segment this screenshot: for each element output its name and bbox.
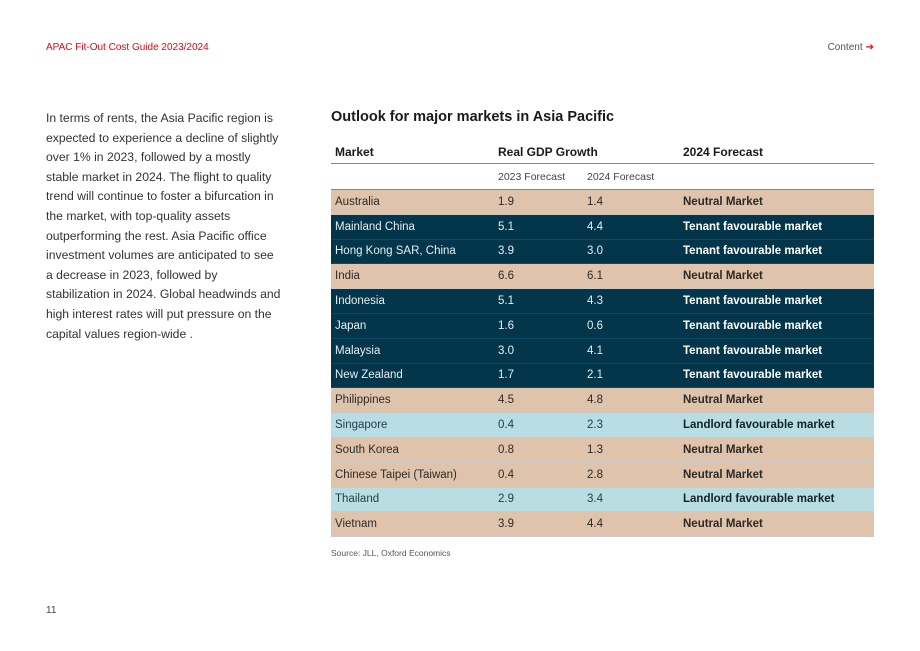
cell-gdp-2024: 3.4 — [587, 493, 603, 506]
cell-gdp-2024: 4.4 — [587, 220, 603, 233]
cell-forecast: Tenant favourable market — [683, 369, 823, 382]
cell-gdp-2024: 2.3 — [587, 419, 603, 432]
table-row — [331, 314, 874, 339]
table-row — [331, 240, 874, 265]
cell-gdp-2024: 4.4 — [587, 518, 603, 531]
cell-forecast: Landlord favourable market — [683, 419, 835, 432]
cell-gdp-2024: 2.8 — [587, 468, 603, 481]
market-outlook-table — [331, 141, 874, 537]
header-gdp: Real GDP Growth — [498, 145, 598, 159]
cell-market: Australia — [335, 195, 380, 208]
cell-market: Hong Kong SAR, China — [335, 245, 456, 258]
cell-market: Chinese Taipei (Taiwan) — [335, 468, 457, 481]
cell-gdp-2024: 2.1 — [587, 369, 603, 382]
cell-gdp-2023: 6.6 — [498, 270, 514, 283]
cell-market: Indonesia — [335, 295, 385, 308]
table-row — [331, 289, 874, 314]
table-row — [331, 190, 874, 215]
cell-forecast: Neutral Market — [683, 518, 763, 531]
subheader-2024: 2024 Forecast — [587, 170, 655, 183]
table-row — [331, 339, 874, 364]
cell-market: Vietnam — [335, 518, 377, 531]
cell-forecast: Neutral Market — [683, 443, 763, 456]
cell-gdp-2023: 2.9 — [498, 493, 514, 506]
cell-market: Mainland China — [335, 220, 415, 233]
table-body — [331, 190, 874, 537]
cell-market: Malaysia — [335, 344, 381, 357]
cell-forecast: Tenant favourable market — [683, 295, 823, 308]
table-row — [331, 364, 874, 389]
document-title: APAC Fit-Out Cost Guide 2023/2024 — [46, 42, 209, 53]
cell-gdp-2023: 1.9 — [498, 195, 514, 208]
cell-market: New Zealand — [335, 369, 403, 382]
header-market: Market — [335, 145, 374, 159]
cell-market: India — [335, 270, 360, 283]
cell-gdp-2024: 1.4 — [587, 195, 603, 208]
arrow-right-icon: ➔ — [865, 42, 874, 53]
table-subheader-row — [331, 164, 874, 190]
cell-gdp-2024: 4.1 — [587, 344, 603, 357]
page-number: 11 — [46, 605, 57, 616]
cell-gdp-2023: 1.7 — [498, 369, 514, 382]
table-row — [331, 388, 874, 413]
cell-market: Japan — [335, 319, 367, 332]
content-nav-link[interactable] — [828, 42, 874, 53]
intro-paragraph: In terms of rents, the Asia Pacific region is expected to experience a decline of slightly over 1% in 2023, followed by a mostly stable market in 2024. The flight to quality trend will continue to foster a bifurcation in the market, with top-quality assets outperforming the rest. Asia Pacific office investment volumes are anticipated to see a decrease in 2023, followed by stabilization in 2024. Global headwinds and high interest rates will put pressure on the capital values region-wide . — [46, 111, 281, 341]
cell-forecast: Neutral Market — [683, 195, 763, 208]
cell-gdp-2023: 3.9 — [498, 518, 514, 531]
cell-forecast: Tenant favourable market — [683, 220, 823, 233]
cell-gdp-2024: 4.3 — [587, 295, 603, 308]
cell-gdp-2024: 3.0 — [587, 245, 603, 258]
cell-gdp-2024: 4.8 — [587, 394, 603, 407]
cell-forecast: Neutral Market — [683, 394, 763, 407]
table-title: Outlook for major markets in Asia Pacific — [331, 109, 615, 125]
header-forecast: 2024 Forecast — [683, 145, 764, 159]
table-row — [331, 512, 874, 537]
subheader-2023: 2023 Forecast — [498, 170, 566, 183]
source-note: Source: JLL, Oxford Economics — [331, 548, 451, 558]
cell-market: South Korea — [335, 443, 399, 456]
cell-forecast: Neutral Market — [683, 270, 763, 283]
cell-forecast: Landlord favourable market — [683, 493, 835, 506]
table-header-row — [331, 141, 874, 164]
cell-market: Philippines — [335, 394, 391, 407]
cell-gdp-2023: 5.1 — [498, 295, 514, 308]
cell-market: Singapore — [335, 419, 388, 432]
cell-gdp-2023: 4.5 — [498, 394, 514, 407]
table-row — [331, 488, 874, 513]
table-row — [331, 264, 874, 289]
cell-gdp-2023: 0.4 — [498, 468, 514, 481]
cell-gdp-2024: 1.3 — [587, 443, 603, 456]
cell-gdp-2023: 3.0 — [498, 344, 514, 357]
cell-gdp-2023: 1.6 — [498, 319, 514, 332]
cell-forecast: Tenant favourable market — [683, 319, 823, 332]
cell-gdp-2023: 3.9 — [498, 245, 514, 258]
cell-forecast: Tenant favourable market — [683, 245, 823, 258]
table-row — [331, 463, 874, 488]
table-row — [331, 413, 874, 438]
cell-gdp-2023: 5.1 — [498, 220, 514, 233]
table-row — [331, 215, 874, 240]
cell-market: Thailand — [335, 493, 380, 506]
cell-gdp-2023: 0.4 — [498, 419, 514, 432]
cell-gdp-2024: 6.1 — [587, 270, 603, 283]
content-nav-label: Content — [827, 42, 863, 53]
cell-forecast: Neutral Market — [683, 468, 763, 481]
cell-gdp-2024: 0.6 — [587, 319, 603, 332]
cell-gdp-2023: 0.8 — [498, 443, 514, 456]
cell-forecast: Tenant favourable market — [683, 344, 823, 357]
table-row — [331, 438, 874, 463]
